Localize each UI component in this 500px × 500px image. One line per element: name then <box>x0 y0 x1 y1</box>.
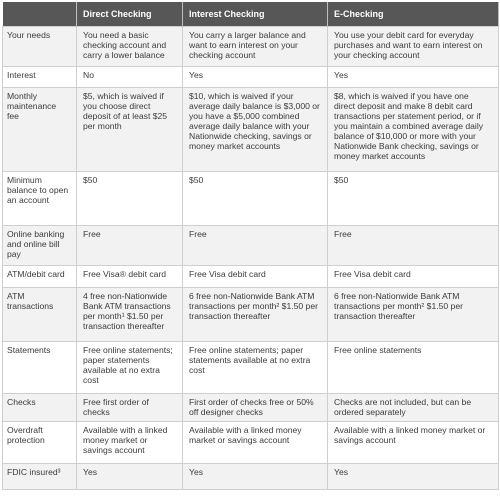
header-direct-checking: Direct Checking <box>77 2 183 27</box>
table-cell: Free Visa debit card <box>328 266 499 288</box>
table-cell: $50 <box>183 172 328 226</box>
table-cell: Yes <box>328 464 499 490</box>
table-row <box>3 172 499 226</box>
table-cell: Available with a linked money market or savings account <box>77 422 183 464</box>
table-row <box>3 266 499 288</box>
table-cell: Free online statements; paper statements available at no extra cost <box>183 342 328 394</box>
table-cell: $10, which is waived if your average daily balance is $3,000 or you have a $5,000 combined average daily balance with your Nationwide checking, savings or money market accounts <box>183 88 328 172</box>
table-cell: Free <box>183 226 328 266</box>
row-label: Checks <box>3 394 77 422</box>
table-cell: Free Visa® debit card <box>77 266 183 288</box>
table-row <box>3 67 499 88</box>
table-cell: Yes <box>77 464 183 490</box>
row-label: Interest <box>3 67 77 88</box>
table-cell: $5, which is waived if you choose direct deposit of at least $25 per month <box>77 88 183 172</box>
table-cell: Free online statements; paper statements available at no extra cost <box>77 342 183 394</box>
table-cell: Yes <box>328 67 499 88</box>
row-label: Statements <box>3 342 77 394</box>
table-row <box>3 288 499 342</box>
table-cell: Yes <box>183 464 328 490</box>
row-label: Your needs <box>3 27 77 67</box>
header-interest-checking: Interest Checking <box>183 2 328 27</box>
checking-comparison-table <box>2 2 499 490</box>
table-cell: $50 <box>77 172 183 226</box>
comparison-table-container <box>2 2 498 490</box>
table-row <box>3 464 499 490</box>
table-cell: Available with a linked money market or savings account <box>183 422 328 464</box>
table-cell: Free Visa debit card <box>183 266 328 288</box>
table-cell: Checks are not included, but can be ordered separately <box>328 394 499 422</box>
table-row <box>3 394 499 422</box>
table-cell: 6 free non-Nationwide Bank ATM transactions per month² $1.50 per transaction thereafter <box>328 288 499 342</box>
row-label: Monthly maintenance fee <box>3 88 77 172</box>
row-label: FDIC insured³ <box>3 464 77 490</box>
row-label: Minimum balance to open an account <box>3 172 77 226</box>
table-cell: $8, which is waived if you have one direct deposit and make 8 debit card transactions per statement period, or if you maintain a combined average daily balance of $10,000 or more with your Nationwide Bank checking, savings or money market accounts <box>328 88 499 172</box>
table-cell: No <box>77 67 183 88</box>
table-row <box>3 342 499 394</box>
table-cell: First order of checks free or 50% off designer checks <box>183 394 328 422</box>
table-cell: Free online statements <box>328 342 499 394</box>
table-cell: Free first order of checks <box>77 394 183 422</box>
table-cell: Free <box>77 226 183 266</box>
header-corner <box>3 2 77 27</box>
table-cell: You need a basic checking account and carry a lower balance <box>77 27 183 67</box>
row-label: Online banking and online bill pay <box>3 226 77 266</box>
table-cell: Yes <box>183 67 328 88</box>
table-cell: $50 <box>328 172 499 226</box>
row-label: Overdraft protection <box>3 422 77 464</box>
table-row <box>3 88 499 172</box>
table-cell: You carry a larger balance and want to earn interest on your checking account <box>183 27 328 67</box>
table-row <box>3 422 499 464</box>
row-label: ATM transactions <box>3 288 77 342</box>
row-label: ATM/debit card <box>3 266 77 288</box>
table-cell: 4 free non-Nationwide Bank ATM transactions per month¹ $1.50 per transaction thereafter <box>77 288 183 342</box>
table-cell: Available with a linked money market or savings account <box>328 422 499 464</box>
header-e-checking: E-Checking <box>328 2 499 27</box>
table-header-row <box>3 2 499 27</box>
table-cell: Free <box>328 226 499 266</box>
table-row <box>3 27 499 67</box>
table-cell: You use your debit card for everyday purchases and want to earn interest on your checking account <box>328 27 499 67</box>
table-row <box>3 226 499 266</box>
table-cell: 6 free non-Nationwide Bank ATM transactions per month² $1.50 per transaction thereafter <box>183 288 328 342</box>
